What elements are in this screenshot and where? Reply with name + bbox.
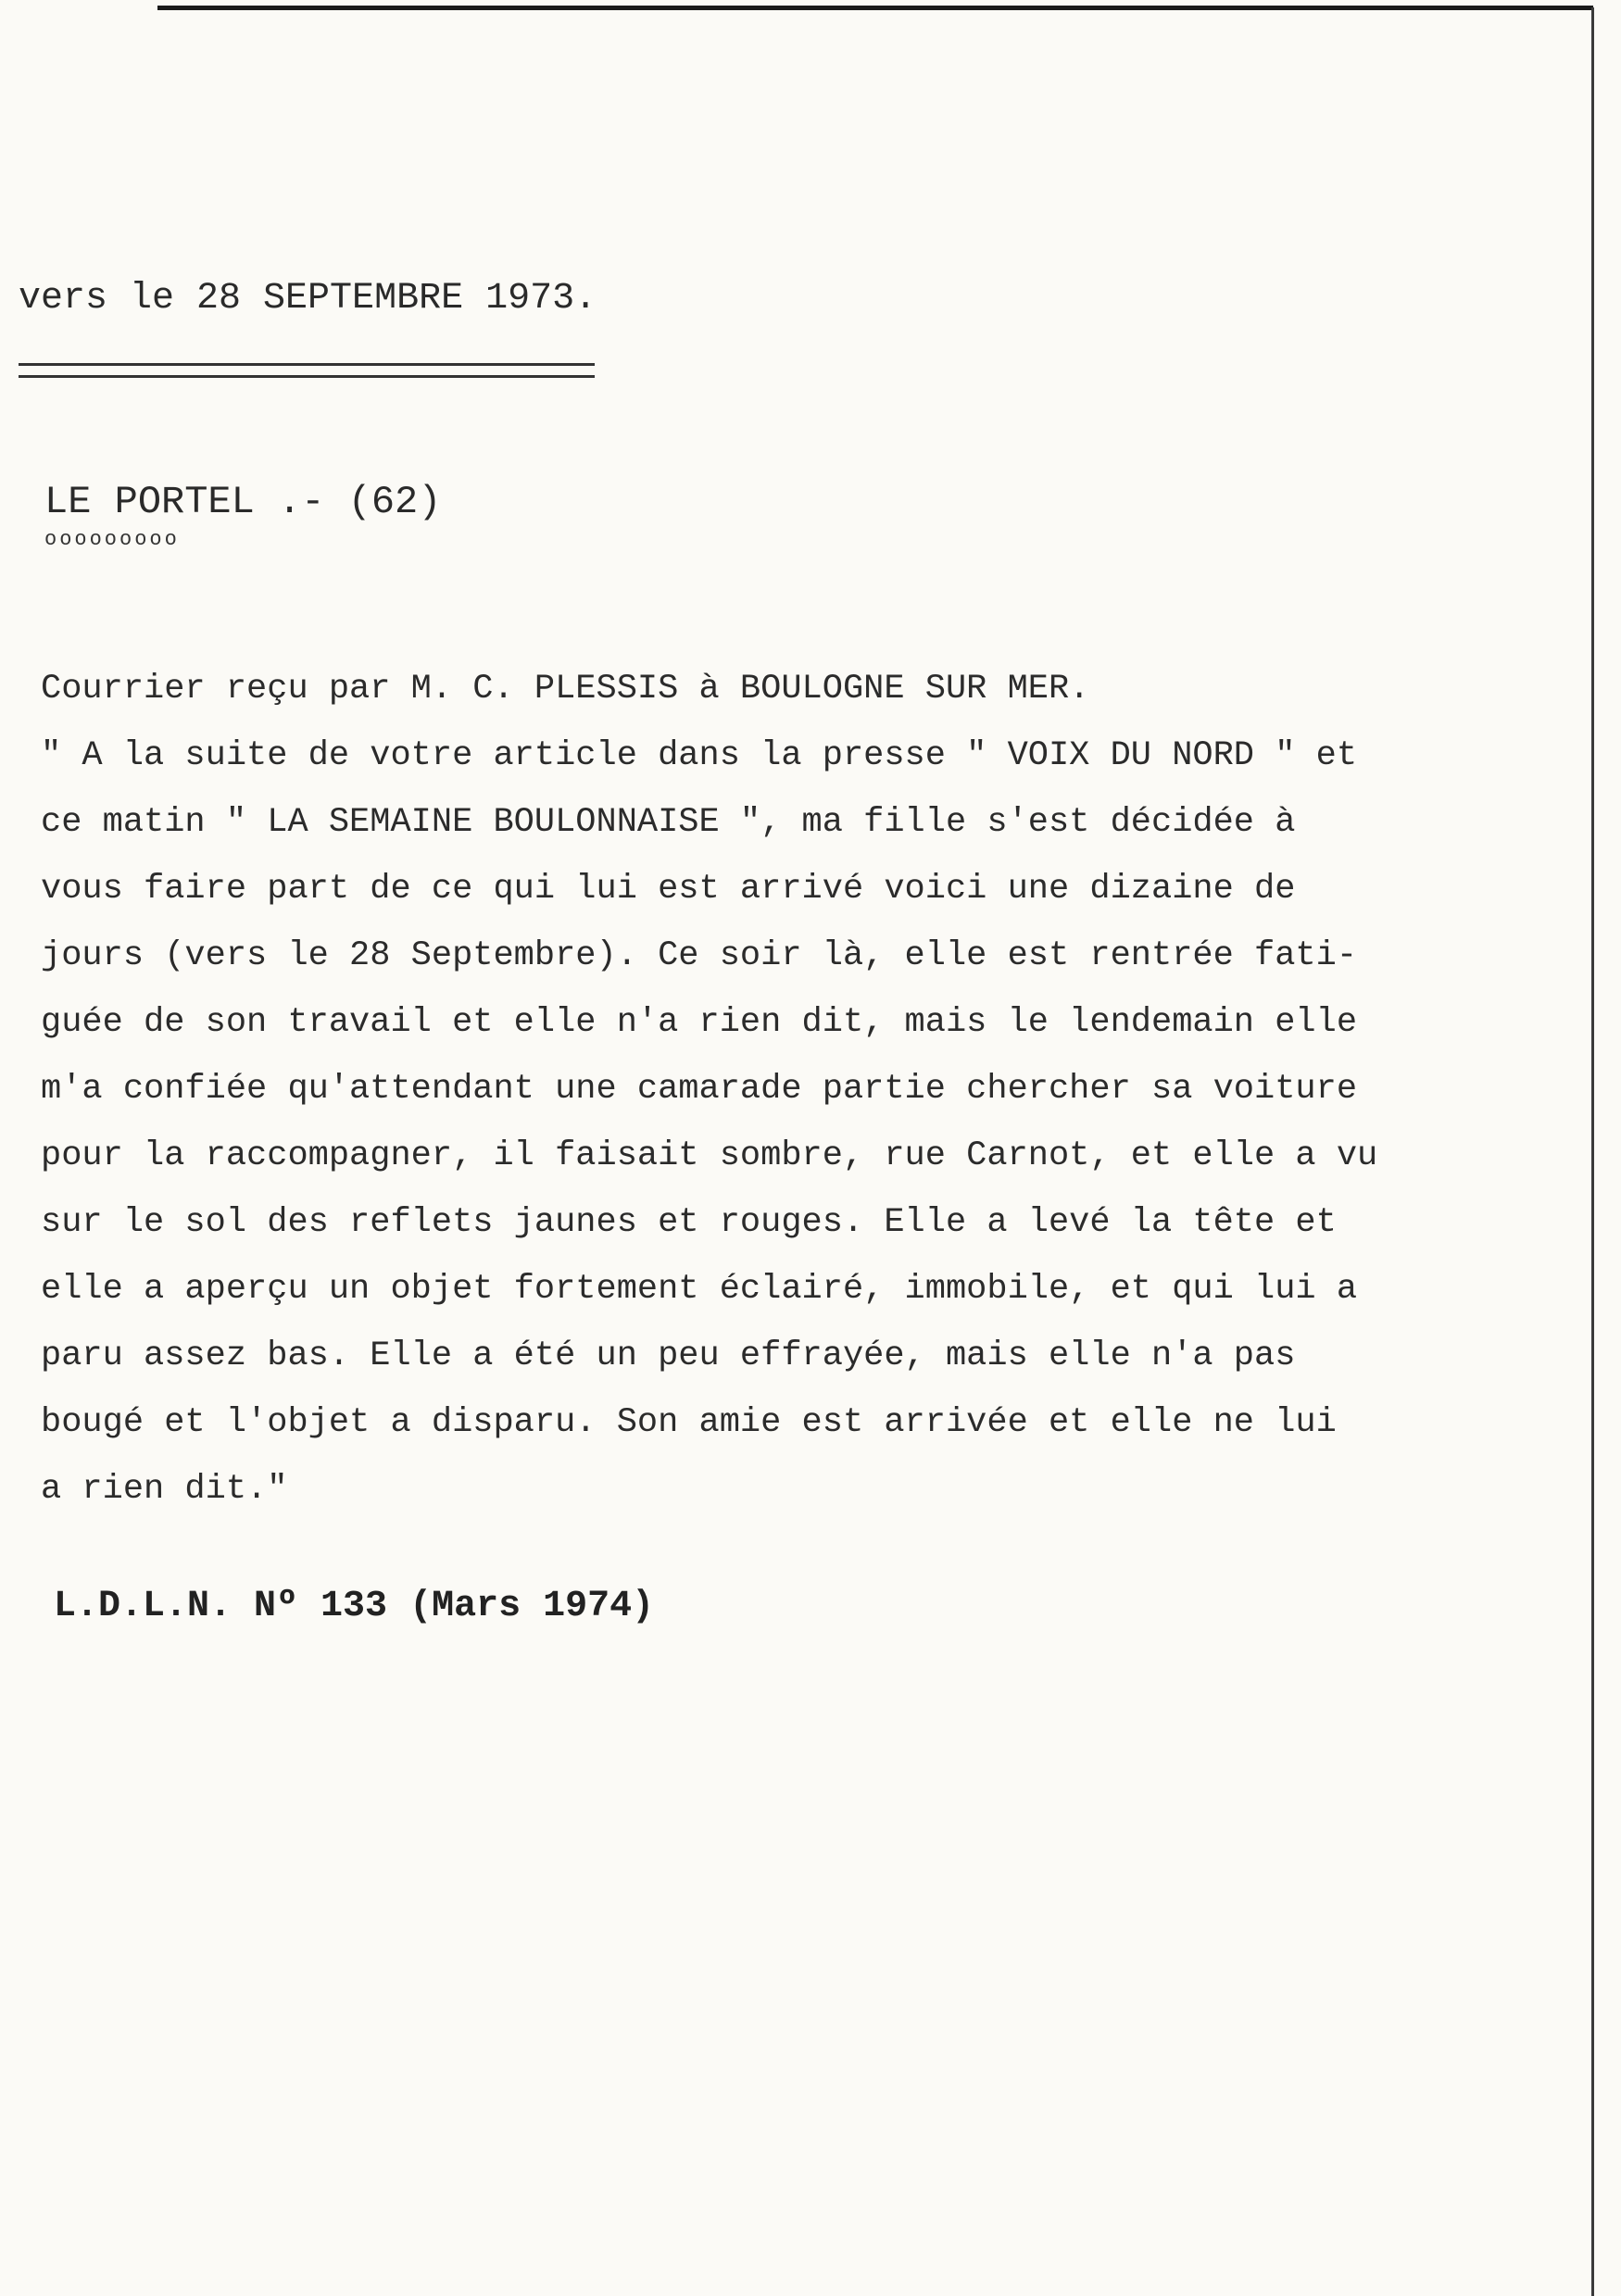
location-ornament: ooooooooo xyxy=(44,528,180,551)
top-border-rule xyxy=(157,6,1593,10)
letter-line: m'a confiée qu'attendant une camarade partie chercher sa voiture xyxy=(41,1070,1358,1109)
letter-line: paru assez bas. Elle a été un peu effrayée, mais elle n'a pas xyxy=(41,1336,1296,1375)
report-location: LE PORTEL .- (62) xyxy=(44,480,442,524)
letter-line: elle a aperçu un objet fortement éclairé, immobile, et qui lui a xyxy=(41,1270,1358,1309)
right-border-rule xyxy=(1591,7,1594,2296)
date-double-underline xyxy=(19,363,595,378)
letter-line: sur le sol des reflets jaunes et rouges. Elle a levé la tête et xyxy=(41,1203,1337,1242)
letter-line: pour la raccompagner, il faisait sombre, rue Carnot, et elle a vu xyxy=(41,1136,1378,1175)
letter-line: " A la suite de votre article dans la presse " VOIX DU NORD " et xyxy=(41,736,1358,775)
letter-line: ce matin " LA SEMAINE BOULONNAISE ", ma fille s'est décidée à xyxy=(41,803,1296,842)
report-date: vers le 28 SEPTEMBRE 1973. xyxy=(19,278,597,320)
letter-line: guée de son travail et elle n'a rien dit, mais le lendemain elle xyxy=(41,1003,1358,1042)
letter-line: a rien dit." xyxy=(41,1470,288,1509)
source-citation: L.D.L.N. Nº 133 (Mars 1974) xyxy=(54,1586,655,1627)
letter-line: vous faire part de ce qui lui est arrivé voici une dizaine de xyxy=(41,870,1296,909)
letter-line: jours (vers le 28 Septembre). Ce soir là, elle est rentrée fati- xyxy=(41,936,1358,975)
letter-body xyxy=(41,656,1578,1523)
letter-line: Courrier reçu par M. C. PLESSIS à BOULOGNE SUR MER. xyxy=(41,670,1090,709)
letter-line: bougé et l'objet a disparu. Son amie est arrivée et elle ne lui xyxy=(41,1403,1337,1442)
